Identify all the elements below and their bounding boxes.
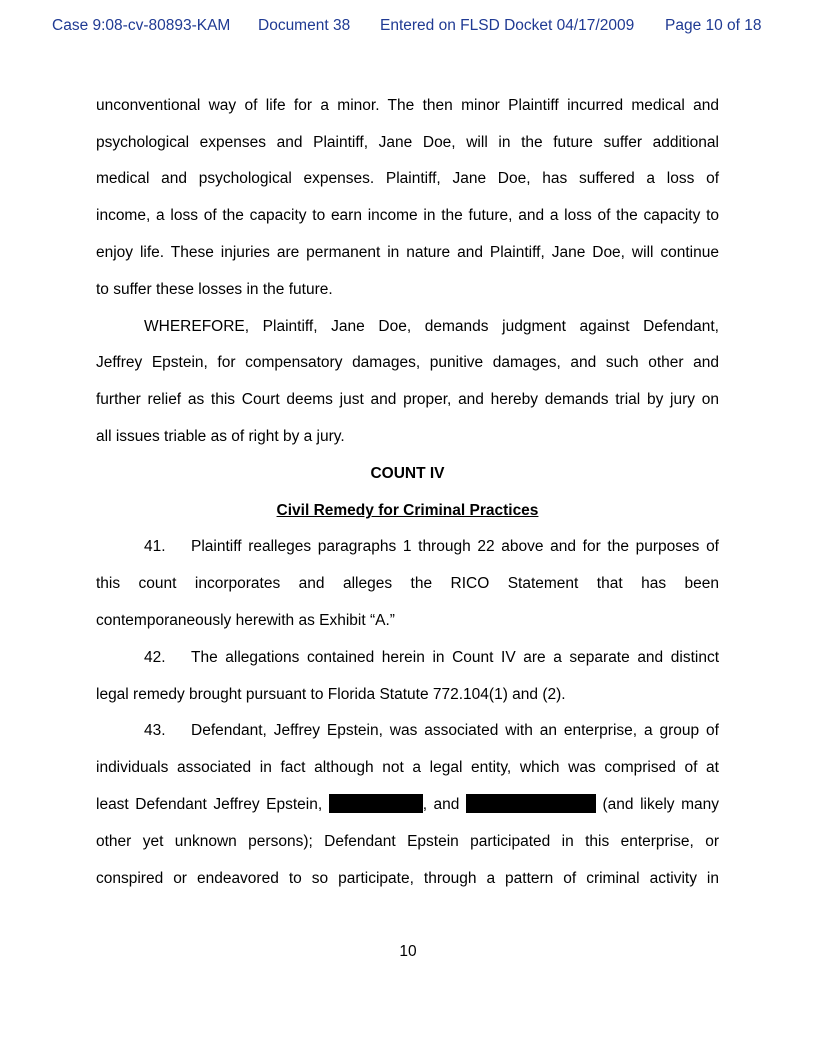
count-heading: COUNT IV — [370, 465, 445, 482]
paragraph-43-line: 43. Defendant, Jeffrey Epstein, was associated with an enterprise, a group of — [96, 720, 719, 742]
header-page-count: Page 10 of 18 — [665, 17, 762, 34]
body-line: medical and psychological expenses. Plaintiff, Jane Doe, has suffered a loss of — [96, 170, 719, 187]
page-number: 10 — [399, 943, 417, 960]
paragraph-43-line: other yet unknown persons); Defendant Epstein participated in this enterprise, or — [96, 833, 719, 850]
header-docket-entry: Entered on FLSD Docket 04/17/2009 — [380, 17, 635, 34]
body-line: psychological expenses and Plaintiff, Jane Doe, will in the future suffer additional — [96, 134, 719, 151]
paragraph-43-line: least Defendant Jeffrey Epstein, , and (and likely many — [96, 796, 719, 813]
header-document-number: Document 38 — [258, 17, 351, 34]
paragraph-number: 41. — [144, 538, 166, 555]
paragraph-number: 42. — [144, 649, 166, 666]
body-line: all issues triable as of right by a jury. — [96, 428, 345, 445]
paragraph-43-line: individuals associated in fact although not a legal entity, which was comprised of at — [96, 759, 719, 776]
body-line: WHEREFORE, Plaintiff, Jane Doe, demands judgment against Defendant, — [144, 318, 719, 335]
header-case-number: Case 9:08-cv-80893-KAM — [52, 17, 231, 34]
paragraph-43-line: conspired or endeavored to so participate, through a pattern of criminal activity in — [96, 870, 719, 887]
redaction-box — [329, 794, 423, 813]
paragraph-41-line: this count incorporates and alleges the RICO Statement that has been — [96, 575, 719, 592]
body-line: Jeffrey Epstein, for compensatory damages, punitive damages, and such other and — [96, 354, 719, 371]
body-line: enjoy life. These injuries are permanent in nature and Plaintiff, Jane Doe, will continue — [96, 244, 719, 261]
paragraph-number: 43. — [144, 722, 166, 739]
body-line: to suffer these losses in the future. — [96, 281, 333, 298]
paragraph-42-line: 42. The allegations contained herein in Count IV are a separate and distinct — [96, 647, 719, 669]
paragraph-42-line: legal remedy brought pursuant to Florida Statute 772.104(1) and (2). — [96, 686, 566, 703]
count-subheading: Civil Remedy for Criminal Practices — [276, 502, 539, 519]
paragraph-41-line: 41. Plaintiff realleges paragraphs 1 through 22 above and for the purposes of — [96, 536, 719, 558]
body-line: further relief as this Court deems just and proper, and hereby demands trial by jury on — [96, 391, 719, 408]
body-line: income, a loss of the capacity to earn income in the future, and a loss of the capacity to — [96, 207, 719, 224]
body-line: unconventional way of life for a minor. The then minor Plaintiff incurred medical and — [96, 97, 719, 114]
redaction-box — [466, 794, 596, 813]
paragraph-41-line: contemporaneously herewith as Exhibit “A.” — [96, 612, 395, 629]
docket-header — [0, 17, 816, 39]
